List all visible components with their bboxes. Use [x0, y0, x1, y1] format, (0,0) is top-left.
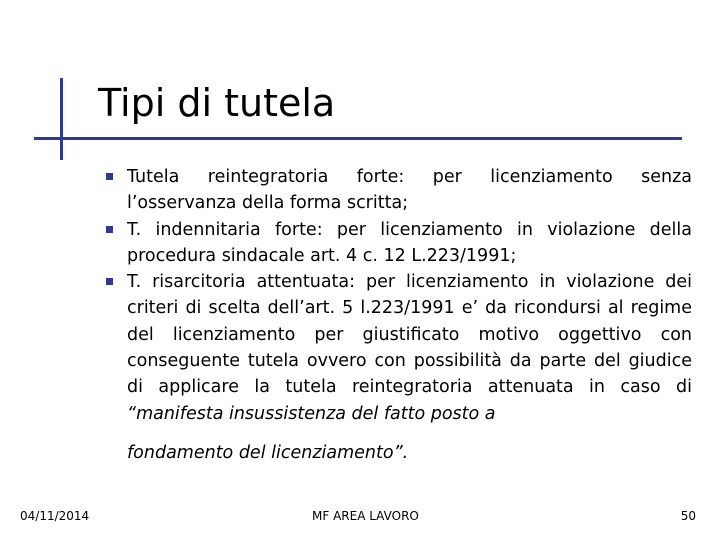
bullet-quote: “manifesta insussistenza del fatto posto a [127, 403, 496, 424]
bullet-text: Tutela reintegratoria forte: per licenziamento senza l’osservanza della forma scritta; [127, 167, 692, 214]
slide-title: Tipi di tutela [98, 81, 336, 125]
square-bullet-icon [106, 278, 113, 285]
title-accent-vertical-line [60, 78, 63, 160]
bullet-item [104, 217, 692, 270]
bullet-item [104, 269, 692, 427]
bullet-list [104, 164, 692, 427]
title-accent-horizontal-line [34, 137, 682, 140]
bullet-quote-continuation: fondamento del licenziamento”. [127, 443, 409, 463]
square-bullet-icon [106, 226, 113, 233]
bullet-text: T. indennitaria forte: per licenziamento in violazione della procedura sindacale art. 4 c. 12 L.223/1991; [127, 219, 692, 266]
page-number: 50 [680, 509, 696, 523]
footer-center-text: MF AREA LAVORO [312, 509, 419, 523]
square-bullet-icon [106, 173, 113, 180]
bullet-item [104, 164, 692, 217]
footer-date: 04/11/2014 [20, 509, 90, 523]
bullet-text: T. risarcitoria attentuata: per licenziamento in violazione dei criteri di scelta dell’art. 5 l.223/1991 e’ da ricondursi al regime del licenziamento per giustificato motivo oggettivo con conseguente tutela ovvero con possibilità da parte del giudice di applicare la tutela reintegratoria attenuata in caso di [127, 272, 692, 398]
